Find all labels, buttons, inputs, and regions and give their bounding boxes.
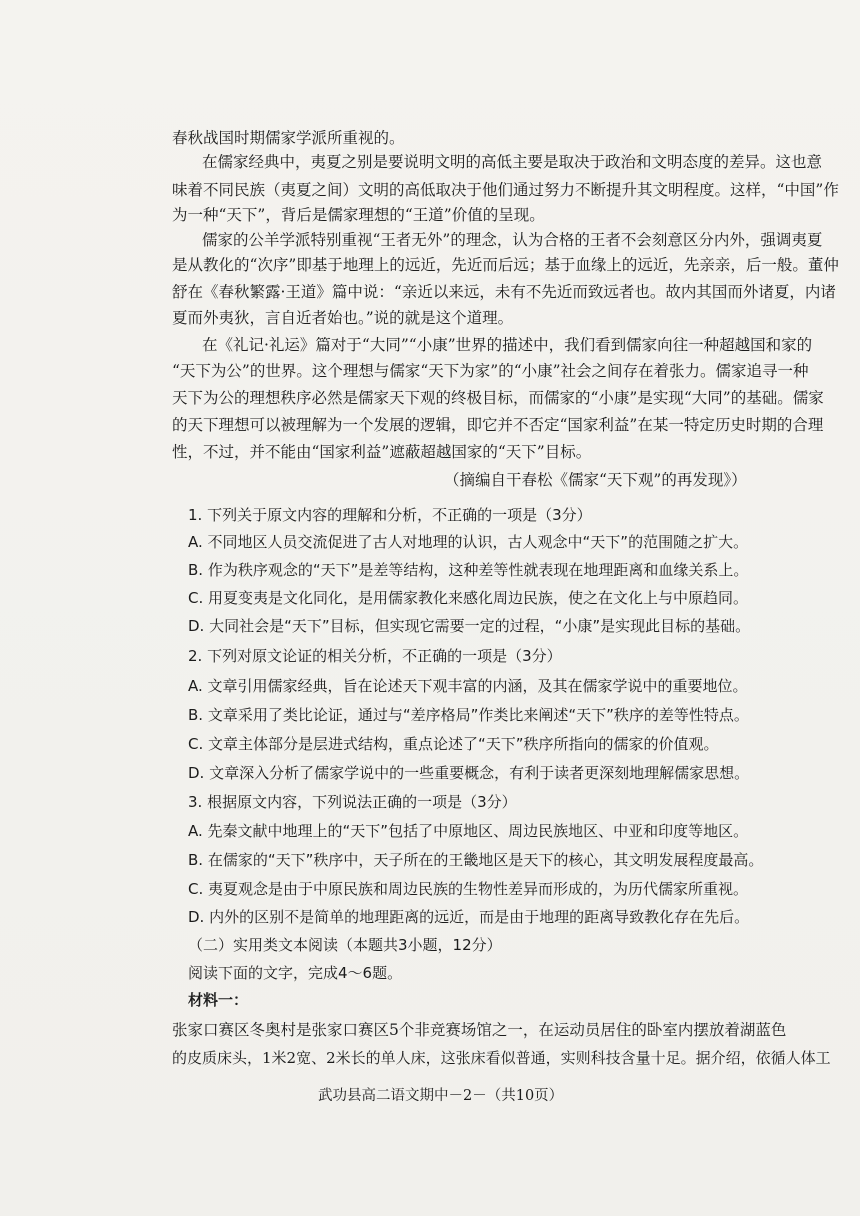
question-2-option-a: A. 文章引用儒家经典，旨在论述天下观丰富的内涵，及其在儒家学说中的重要地位。 xyxy=(188,677,748,695)
page-footer: 武功县高二语文期中－2－（共10页） xyxy=(318,1088,564,1104)
question-1-option-c: C. 用夏变夷是文化同化，是用儒家教化来感化周边民族，使之在文化上与中原趋同。 xyxy=(188,589,749,607)
question-2-option-b: B. 文章采用了类比论证，通过与“差序格局”作类比来阐述“天下”秩序的差等性特点。 xyxy=(188,706,749,724)
material-line: 的皮质床头，1米2宽、2米长的单人床，这张床看似普通，实则科技含量十足。据介绍，依循人体工 xyxy=(172,1049,831,1067)
question-2-stem: 2. 下列对原文论证的相关分析，不正确的一项是（3分） xyxy=(188,647,562,665)
passage-line: 的天下理想可以被理解为一个发展的逻辑，即它并不否定“国家利益”在某一特定历史时期的合理 xyxy=(172,416,824,434)
question-1-stem: 1. 下列关于原文内容的理解和分析，不正确的一项是（3分） xyxy=(188,506,592,524)
question-3-stem: 3. 根据原文内容，下列说法正确的一项是（3分） xyxy=(188,793,517,811)
material-label: 材料一： xyxy=(188,991,249,1009)
passage-line: 性，不过，并不能由“国家利益”遮蔽超越国家的“天下”目标。 xyxy=(172,443,592,461)
section-2-heading: （二）实用类文本阅读（本题共3小题，12分） xyxy=(188,936,502,954)
passage-line: 在《礼记·礼运》篇对于“大同”“小康”世界的描述中，我们看到儒家向往一种超越国和家的 xyxy=(202,336,813,354)
passage-line: “天下为公”的世界。这个理想与儒家“天下为家”的“小康”社会之间存在着张力。儒家追寻一种 xyxy=(172,362,809,380)
question-1-option-a: A. 不同地区人员交流促进了古人对地理的认识，古人观念中“天下”的范围随之扩大。 xyxy=(188,533,749,551)
question-1-option-d: D. 大同社会是“天下”目标，但实现它需要一定的过程，“小康”是实现此目标的基础。 xyxy=(188,617,751,635)
question-2-option-c: C. 文章主体部分是层进式结构，重点论述了“天下”秩序所指向的儒家的价值观。 xyxy=(188,735,719,753)
question-3-option-a: A. 先秦文献中地理上的“天下”包括了中原地区、周边民族地区、中亚和印度等地区。 xyxy=(188,822,749,840)
passage-line: 天下为公的理想秩序必然是儒家天下观的终极目标，而儒家的“小康”是实现“大同”的基础。儒家 xyxy=(172,389,824,407)
question-1-option-b: B. 作为秩序观念的“天下”是差等结构，这种差等性就表现在地理距离和血缘关系上。 xyxy=(188,561,749,579)
passage-line: 是从教化的“次序”即基于地理上的远近，先近而后远；基于血缘上的远近，先亲亲，后一般。董仲 xyxy=(172,256,839,274)
question-3-option-d: D. 内外的区别不是简单的地理距离的远近，而是由于地理的距离导致教化存在先后。 xyxy=(188,908,750,926)
passage-source: （摘编自干春松《儒家“天下观”的再发现》） xyxy=(444,471,747,489)
question-2-option-d: D. 文章深入分析了儒家学说中的一些重要概念，有利于读者更深刻地理解儒家思想。 xyxy=(188,764,750,782)
passage-line: 味着不同民族（夷夏之间）文明的高低取决于他们通过努力不断提升其文明程度。这样，“中国”作 xyxy=(172,181,839,199)
question-3-option-c: C. 夷夏观念是由于中原民族和周边民族的生物性差异而形成的，为历代儒家所重视。 xyxy=(188,880,749,898)
passage-line: 儒家的公羊学派特别重视“王者无外”的理念，认为合格的王者不会刻意区分内外，强调夷夏 xyxy=(202,231,823,249)
passage-line: 为一种“天下”，背后是儒家理想的“王道”价值的呈现。 xyxy=(172,206,545,224)
passage-line: 夏而外夷狄，言自近者始也。”说的就是这个道理。 xyxy=(172,309,514,327)
passage-line: 春秋战国时期儒家学派所重视的。 xyxy=(172,129,405,147)
passage-line: 在儒家经典中，夷夏之别是要说明文明的高低主要是取决于政治和文明态度的差异。这也意 xyxy=(202,153,823,171)
material-line: 张家口赛区冬奥村是张家口赛区5个非竞赛场馆之一，在运动员居住的卧室内摆放着湖蓝色 xyxy=(172,1021,787,1039)
question-3-option-b: B. 在儒家的“天下”秩序中，天子所在的王畿地区是天下的核心，其文明发展程度最高。 xyxy=(188,851,764,869)
section-2-instruction: 阅读下面的文字，完成4～6题。 xyxy=(188,964,403,982)
passage-line: 舒在《春秋繁露·王道》篇中说：“亲近以来远，未有不先近而致远者也。故内其国而外诸夏，内诸 xyxy=(172,283,836,301)
